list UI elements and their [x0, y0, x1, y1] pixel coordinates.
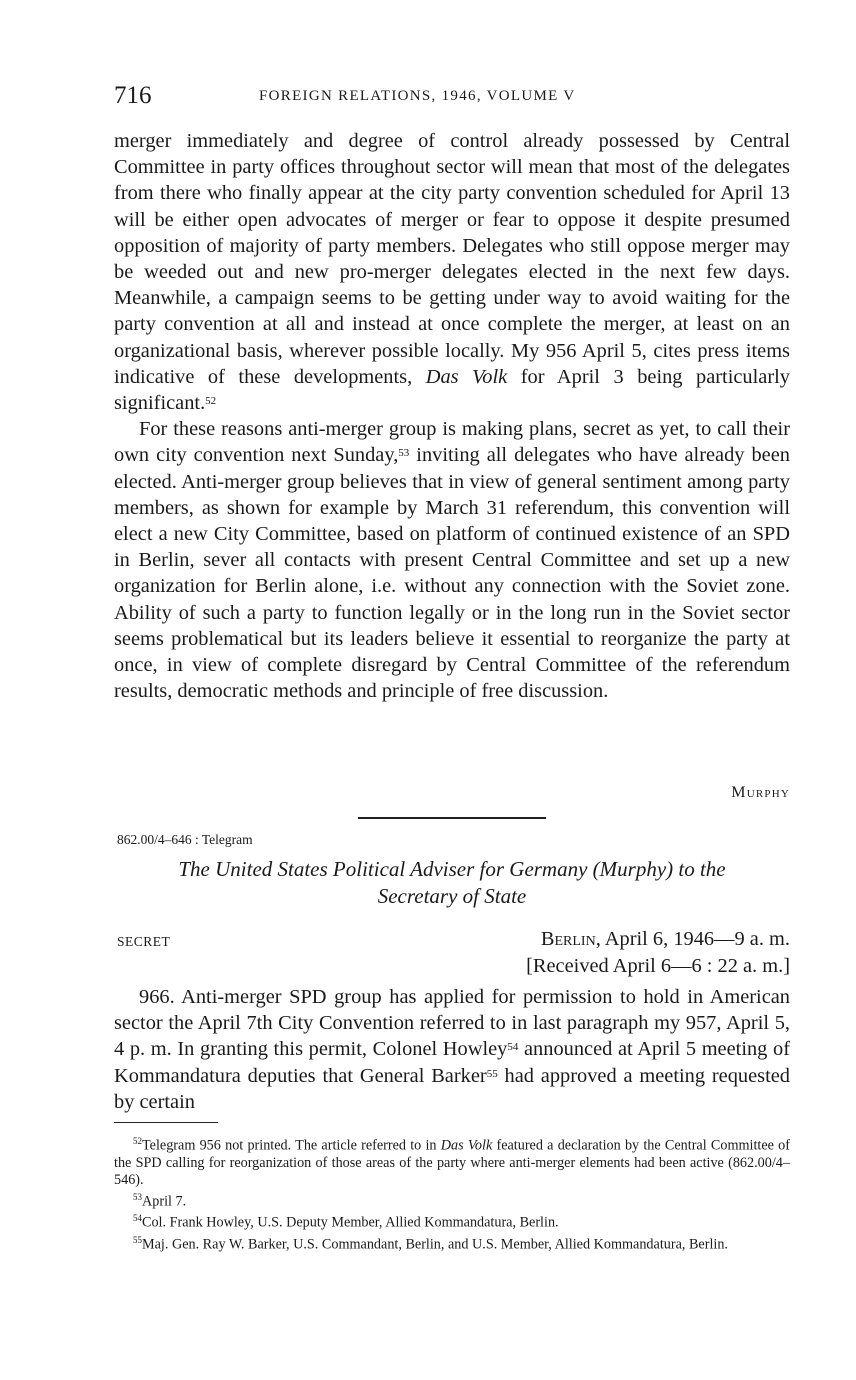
- dateline: Berlin, April 6, 1946—9 a. m. [Received April 6—6 : 22 a. m.]: [526, 926, 790, 980]
- newspaper-title: Das Volk: [425, 365, 508, 388]
- footnote: $^{54}$Col. Frank Howley, U.S. Deputy Member, Allied Kommandatura, Berlin.: [133, 1213, 559, 1232]
- received-note: [Received April 6—6 : 22 a. m.]: [526, 955, 790, 977]
- running-head: FOREIGN RELATIONS, 1946, VOLUME V: [259, 88, 576, 104]
- footnote-ref: 54: [507, 1041, 519, 1054]
- paragraph: 966. Anti-merger SPD group has applied for permission to hold in American sector the April 7th City Convention referred to in last paragraph my 957, April 5, 4 p. m. In granting this permit, Colonel Howley$^{54}$ announced at April 5 meeting of Kommandatura deputies that General Barker$^{55}$ had approved a meeting requested by certain: [114, 986, 790, 1113]
- dateline-place: Berlin: [540, 928, 596, 950]
- telegram-body: [114, 984, 790, 1115]
- footnote: $^{52}$Telegram 956 not printed. The article referred to in Das Volk featured a declaration by the Central Committee of the SPD calling for reorganization of those areas of the party where anti-merger elements had been active (862.00/4–546).: [114, 1136, 790, 1188]
- signature: Murphy: [731, 784, 790, 801]
- footnote-ref: 53: [398, 447, 410, 460]
- footnotes: [114, 1133, 790, 1254]
- section-divider: [358, 817, 546, 819]
- footnote: $^{55}$Maj. Gen. Ray W. Barker, U.S. Commandant, Berlin, and U.S. Member, Allied Kommandatura, Berlin.: [133, 1235, 728, 1253]
- page-number: 716: [114, 82, 152, 109]
- page-header: [114, 82, 794, 114]
- footnote-ref: 55: [486, 1067, 498, 1080]
- footnote-ref: 52: [205, 395, 217, 408]
- footnote: $^{53}$April 7.: [133, 1191, 187, 1210]
- file-reference: 862.00/4–646 : Telegram: [117, 832, 253, 847]
- paragraph: For these reasons anti-merger group is making plans, secret as yet, to call their own city convention next Sunday,$^{53}$ inviting all delegates who have already been elected. Anti-merger group believes that in view of general sentiment among party members, as shown for example by March 31 referendum, this convention will elect a new City Committee, based on platform of continued existence of an SPD in Berlin, sever all contacts with present Central Committee and set up a new organization for Berlin alone, i.e. without any connection with the Soviet zone. Ability of such a party to function legally or in the long run in the Soviet sector seems problematical but its leaders believe it essential to reorganize the party at once, in view of complete disregard by Central Committee of the referendum results, democratic methods and principle of free discussion.: [114, 418, 790, 703]
- document-title: The United States Political Adviser for Germany (Murphy) to the Secretary of State: [178, 857, 726, 908]
- footnote-divider: [114, 1122, 218, 1123]
- classification-label: SECRET: [117, 934, 171, 949]
- paragraph: merger immediately and degree of control already possessed by Central Committee in party offices throughout sector will mean that most of the delegates from there who finally appear at the city party convention scheduled for April 13 will be either open advocates of merger or fear to oppose it despite presumed opposition of majority of party members. Delegates who still oppose merger may be weeded out and new pro-merger delegates elected in the next few days. Meanwhile, a campaign seems to be getting under way to avoid waiting for the party convention at all and instead at once complete the merger, at least on an organizational basis, wherever possible locally. My 956 April 5, cites press items indicative of these developments, Das Volk for April 3 being particularly significant.$^{52}$: [114, 130, 790, 415]
- continued-telegram-text: [114, 128, 790, 704]
